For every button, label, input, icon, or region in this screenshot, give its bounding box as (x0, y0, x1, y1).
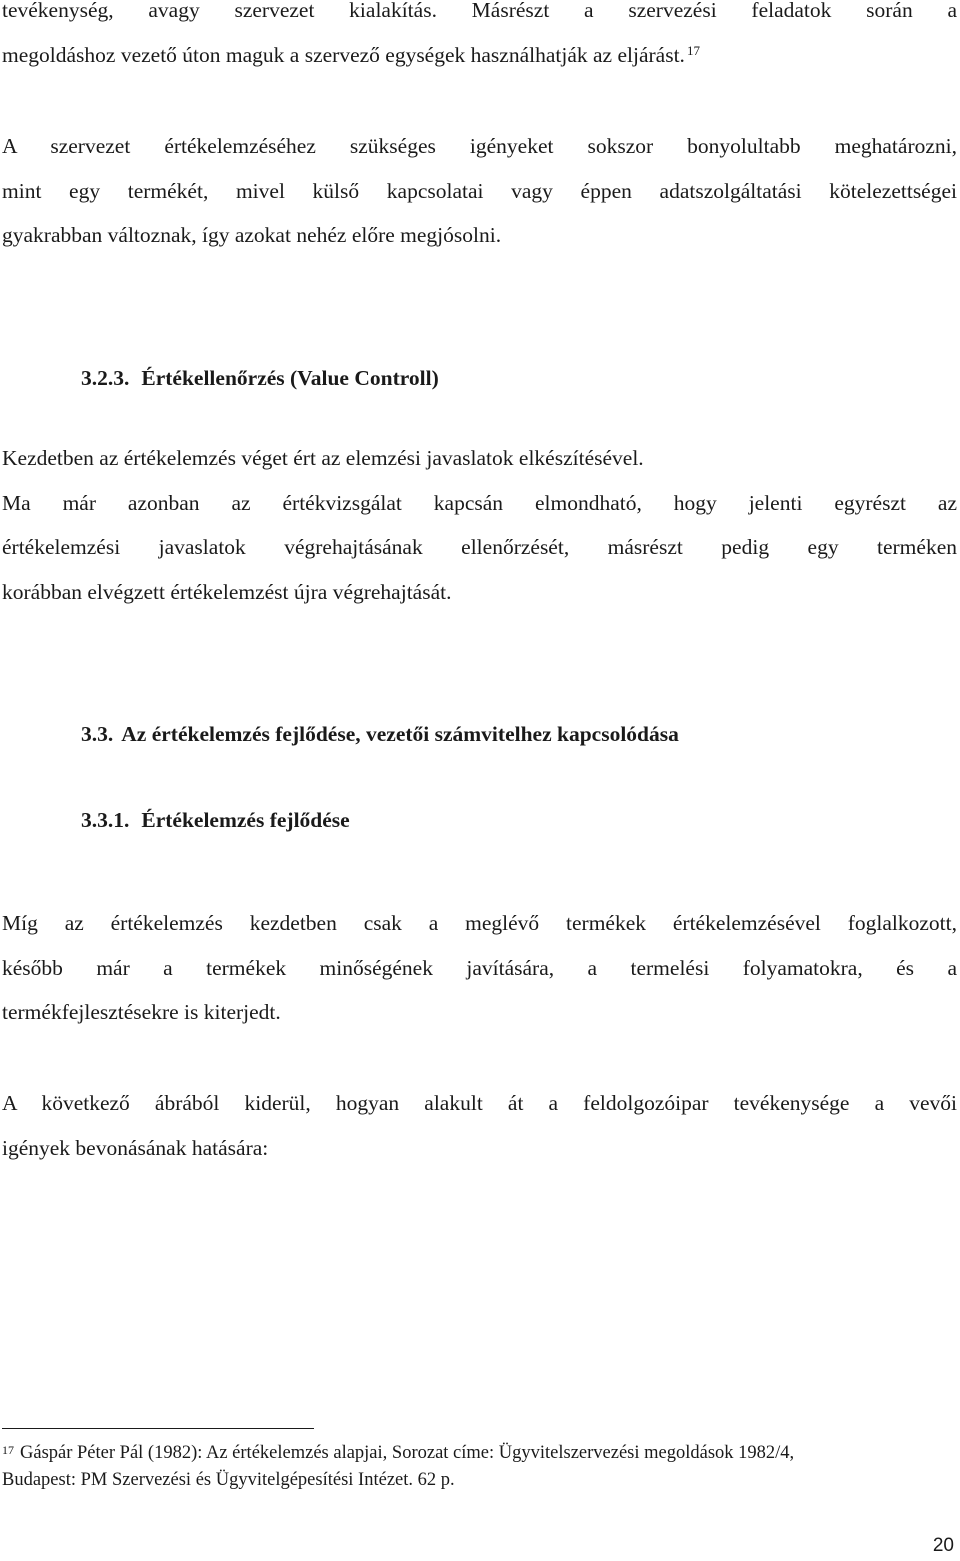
footnote (2, 1440, 957, 1494)
paragraph-line: A következő ábrából kiderül, hogyan alakult át a feldolgozóipar tevékenysége a vevői (2, 1091, 957, 1115)
footnote-reference: 17 (686, 42, 700, 58)
paragraph-line: Ma már azonban az értékvizsgálat kapcsán elmondható, hogy jelenti egyrészt az (2, 490, 957, 515)
section-title: Értékellenőrzés (Value Controll) (141, 366, 439, 390)
paragraph-line: később már a termékek minőségének javítására, a termelési folyamatokra, és a (2, 955, 957, 980)
paragraph-line: gyakrabban változnak, így azokat nehéz előre megjósolni. (2, 223, 502, 247)
paragraph-line: termékfejlesztésekre is kiterjedt. (2, 1000, 281, 1024)
paragraph-value-control (2, 436, 957, 614)
paragraph-evolution (2, 901, 957, 1035)
paragraph-line: Míg az értékelemzés kezdetben csak a meglévő termékek értékelemzésével foglalkozott, (2, 911, 957, 935)
paragraph-line: értékelemzési javaslatok végrehajtásának ellenőrzését, másrészt pedig egy terméken (2, 535, 957, 559)
paragraph-intro (2, 0, 957, 77)
section-number: 3.3. (81, 722, 114, 746)
paragraph-line: mint egy termékét, mivel külső kapcsolatai vagy éppen adatszolgáltatási kötelezettségei (2, 178, 957, 203)
paragraph-line (2, 33, 957, 78)
section-heading-3-3-1 (81, 808, 350, 833)
section-title: Értékelemzés fejlődése (141, 808, 350, 832)
section-heading-3-2-3 (81, 366, 439, 391)
footnote-line: Budapest: PM Szervezési és Ügyvitelgépesítési Intézet. 62 p. (2, 1470, 455, 1490)
paragraph-line: tevékenység, avagy szervezet kialakítás. Másrészt a szervezési feladatok során a (2, 0, 957, 22)
paragraph-line-text: megoldáshoz vezető úton maguk a szervező egységek használhatják az eljárást. (2, 42, 685, 67)
section-number: 3.2.3. (81, 366, 130, 390)
paragraph-line: A szervezet értékelemzéséhez szükséges igényeket sokszor bonyolultabb meghatározni, (2, 134, 957, 158)
paragraph-line: korábban elvégzett értékelemzést újra végrehajtását. (2, 579, 452, 604)
section-title: Az értékelemzés fejlődése, vezetői számvitelhez kapcsolódása (121, 722, 679, 746)
footnote-line (2, 1440, 957, 1467)
footnote-marker: 17 (2, 1443, 14, 1457)
paragraph-organization-needs (2, 124, 957, 258)
paragraph-figure-intro (2, 1081, 957, 1170)
page-number: 20 (932, 1535, 954, 1556)
footnote-separator (2, 1428, 314, 1429)
paragraph-line: igények bevonásának hatására: (2, 1135, 269, 1160)
paragraph-line: Kezdetben az értékelemzés véget ért az elemzési javaslatok elkészítésével. (2, 446, 644, 470)
section-number: 3.3.1. (81, 808, 130, 832)
section-heading-3-3 (81, 722, 679, 747)
footnote-text: Gáspár Péter Pál (1982): Az értékelemzés alapjai, Sorozat címe: Ügyvitelszervezési megoldások 1982/4, (20, 1443, 795, 1463)
